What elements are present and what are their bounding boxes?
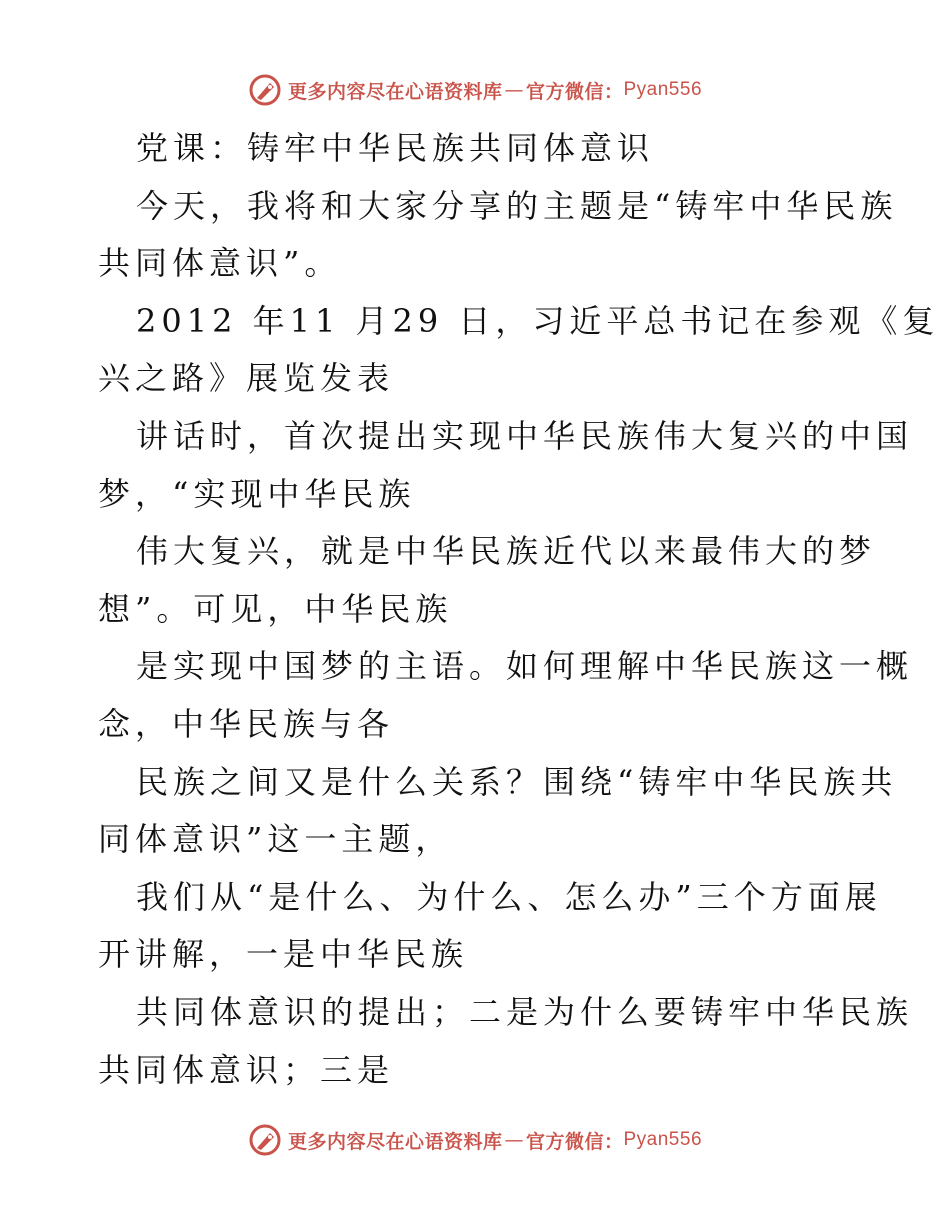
- paragraph-line: 兴之路》展览发表: [98, 359, 395, 398]
- paragraph-line: 念，中华民族与各: [98, 704, 395, 743]
- paragraph-line: 想”。可见，中华民族: [98, 589, 453, 628]
- banner-separator: —: [504, 1129, 524, 1151]
- banner-promo-text: 更多内容尽在心语资料库: [287, 80, 503, 103]
- paragraph-line: 同体意识”这一主题，: [98, 820, 453, 859]
- paragraph-line: 伟大复兴，就是中华民族近代以来最伟大的梦: [136, 532, 877, 571]
- paragraph-line: 讲话时，首次提出实现中华民族伟大复兴的中国: [136, 416, 914, 455]
- banner-wechat-handle: Pyan556: [623, 1129, 703, 1150]
- banner-wechat-label: 官方微信：: [525, 80, 624, 103]
- banner-separator: —: [504, 79, 524, 101]
- document-body: [98, 120, 940, 1099]
- footer-banner: [0, 1120, 950, 1160]
- paragraph-line: 开讲解，一是中华民族: [98, 935, 469, 974]
- header-banner: [0, 70, 950, 110]
- document-title: 党课：铸牢中华民族共同体意识: [136, 129, 655, 167]
- paragraph-line: 今天，我将和大家分享的主题是“铸牢中华民族: [136, 186, 898, 225]
- paragraph-line: 共同体意识”。: [98, 244, 342, 283]
- banner-promo-text: 更多内容尽在心语资料库: [287, 1130, 503, 1153]
- paragraph-line: 梦，“实现中华民族: [98, 474, 416, 513]
- paragraph-line: 共同体意识的提出；二是为什么要铸牢中华民族: [136, 992, 914, 1031]
- banner-wechat-label: 官方微信：: [525, 1130, 624, 1153]
- pen-nib-logo-icon: [248, 73, 282, 107]
- pen-nib-logo-icon: [248, 1123, 282, 1157]
- paragraph-line: 民族之间又是什么关系？围绕“铸牢中华民族共: [136, 762, 898, 801]
- paragraph-line: 我们从“是什么、为什么、怎么办”三个方面展: [136, 877, 882, 916]
- paragraph-line: 2012 年11 月29 日，习近平总书记在参观《复: [136, 301, 940, 340]
- paragraph-line: 共同体意识；三是: [98, 1050, 395, 1089]
- banner-wechat-handle: Pyan556: [623, 79, 703, 100]
- paragraph-line: 是实现中国梦的主语。如何理解中华民族这一概: [136, 647, 914, 686]
